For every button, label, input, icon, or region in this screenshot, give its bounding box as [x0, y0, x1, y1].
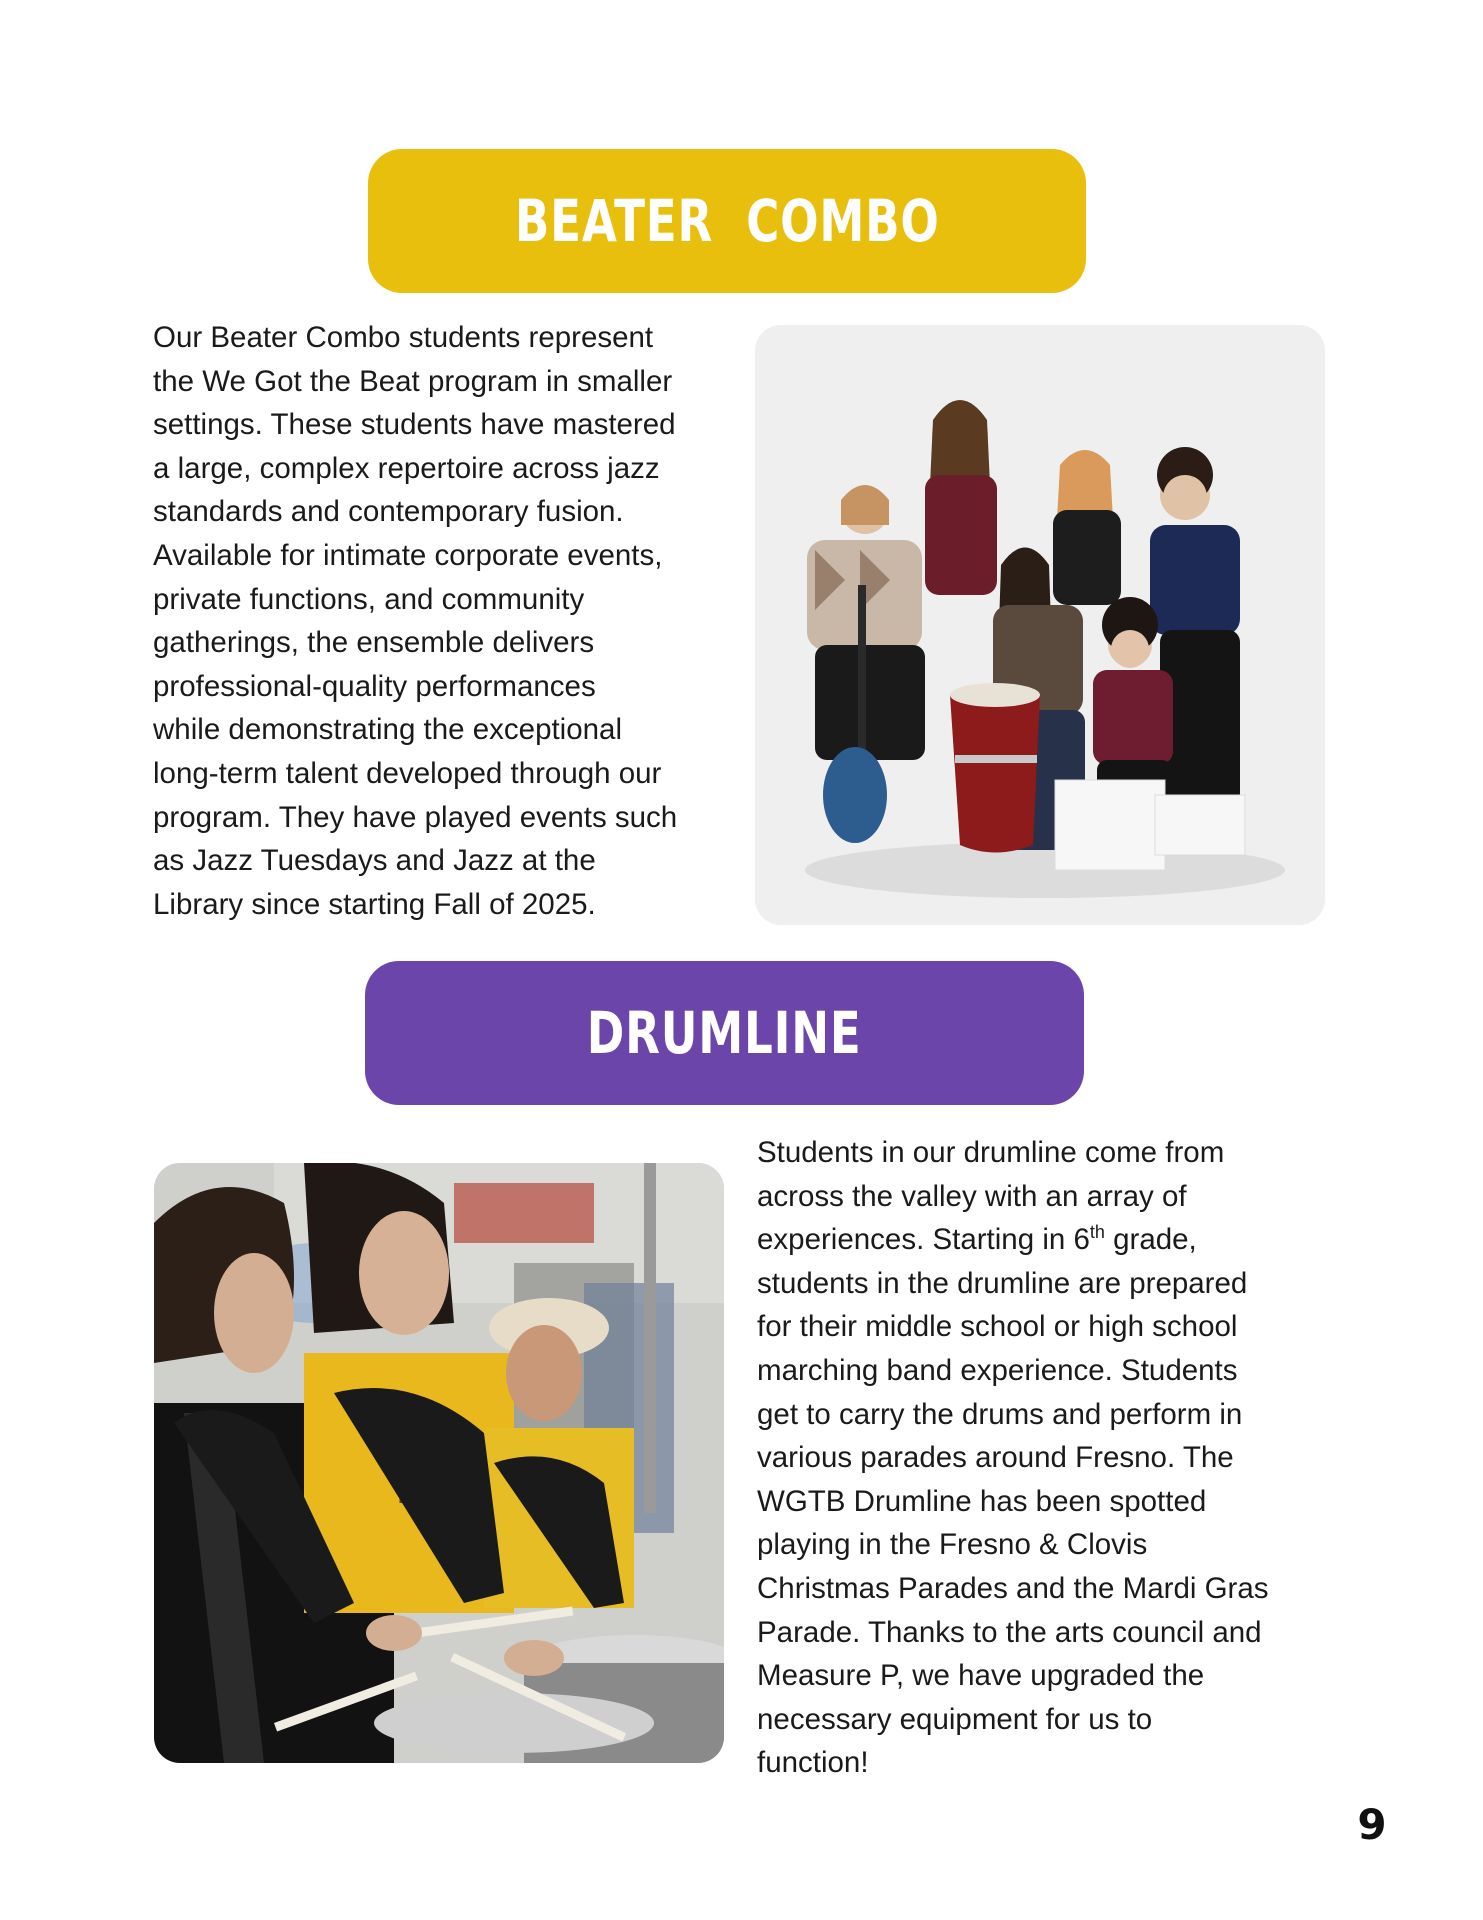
beater-combo-group-photo: [755, 325, 1325, 925]
text-line: gatherings, the ensemble delivers: [153, 626, 595, 660]
beater-combo-banner: [368, 149, 1086, 293]
text-line: get to carry the drums and perform in: [757, 1397, 1243, 1431]
text-line: professional-quality performances: [153, 669, 596, 703]
text-line: the We Got the Beat program in smaller: [153, 364, 673, 398]
text-line: various parades around Fresno. The: [757, 1441, 1234, 1475]
text-line: WGTB Drumline has been spotted: [757, 1484, 1207, 1518]
text-line: Christmas Parades and the Mardi Gras: [757, 1571, 1269, 1605]
text-line: function!: [757, 1746, 869, 1780]
text-line: long-term talent developed through our: [153, 756, 662, 790]
text-line: students in the drumline are prepared: [757, 1266, 1248, 1300]
text-line: Library since starting Fall of 2025.: [153, 887, 596, 921]
page-number: 9: [1357, 1800, 1387, 1849]
text-fragment: grade,: [1104, 1223, 1197, 1257]
text-line: playing in the Fresno & Clovis: [757, 1528, 1148, 1562]
drumline-title: DRUMLINE: [587, 999, 862, 1067]
text-line: a large, complex repertoire across jazz: [153, 451, 660, 485]
beater-combo-description: [153, 316, 743, 926]
text-line: necessary equipment for us to: [757, 1702, 1153, 1736]
text-line: Parade. Thanks to the arts council and: [757, 1615, 1262, 1649]
text-line: Students in our drumline come from: [757, 1136, 1225, 1169]
text-line: across the valley with an array of: [757, 1179, 1187, 1213]
text-line: settings. These students have mastered: [153, 408, 676, 442]
text-line: Measure P, we have upgraded the: [757, 1659, 1205, 1693]
text-line: as Jazz Tuesdays and Jazz at the: [153, 844, 596, 878]
text-line: Available for intimate corporate events,: [153, 538, 663, 572]
text-line: standards and contemporary fusion.: [153, 495, 624, 529]
text-line: marching band experience. Students: [757, 1353, 1238, 1387]
drumline-banner: [365, 961, 1084, 1105]
text-line: private functions, and community: [153, 582, 585, 616]
drumline-performance-photo: [154, 1163, 724, 1763]
ordinal-superscript: th: [1089, 1222, 1105, 1243]
drumline-description: [757, 1131, 1347, 1785]
text-line: while demonstrating the exceptional: [153, 713, 623, 747]
text-line: [757, 1218, 1347, 1262]
text-line: program. They have played events such: [153, 800, 678, 834]
text-fragment: experiences. Starting in 6: [757, 1223, 1090, 1257]
text-line: for their middle school or high school: [757, 1310, 1238, 1344]
text-line: Our Beater Combo students represent: [153, 321, 654, 354]
beater-combo-title: BEATER COMBO: [514, 187, 940, 255]
